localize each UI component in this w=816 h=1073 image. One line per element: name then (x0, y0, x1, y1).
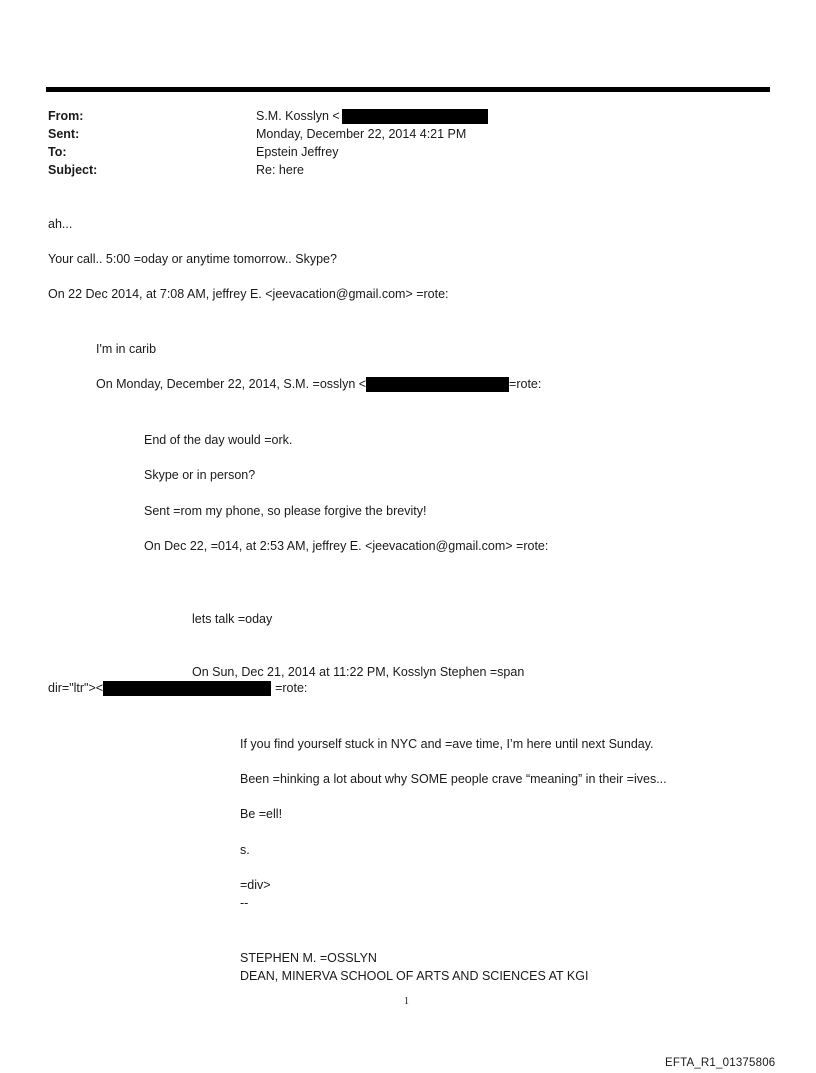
body-line: On 22 Dec 2014, at 7:08 AM, jeffrey E. <jeevacation@gmail.com> =rote: (48, 287, 449, 301)
body-line-part: =rote: (275, 681, 308, 695)
document-id: EFTA_R1_01375806 (665, 1057, 776, 1069)
to-value: Epstein Jeffrey (256, 145, 339, 159)
subject-label: Subject: (48, 163, 98, 177)
page-number: 1 (404, 996, 409, 1007)
sent-value: Monday, December 22, 2014 4:21 PM (256, 127, 467, 141)
redaction-box (103, 681, 271, 696)
from-row (48, 107, 488, 125)
sent-label: Sent: (48, 127, 80, 141)
body-line: s. (240, 843, 250, 857)
signature-title: DEAN, MINERVA SCHOOL OF ARTS AND SCIENCES AT KGI (240, 969, 589, 983)
body-line: ah... (48, 217, 73, 231)
body-line: If you find yourself stuck in NYC and =ave time, I’m here until next Sunday. (240, 737, 654, 751)
body-line: lets talk =oday (192, 612, 273, 626)
to-label: To: (48, 145, 67, 159)
subject-value: Re: here (256, 163, 304, 177)
body-line: -- (240, 896, 249, 910)
email-header (48, 107, 488, 179)
body-line: On Dec 22, =014, at 2:53 AM, jeffrey E. <jeevacation@gmail.com> =rote: (144, 539, 549, 553)
to-row (48, 143, 488, 161)
body-line: Been =hinking a lot about why SOME people crave “meaning” in their =ives... (240, 772, 667, 786)
body-line-part: On Monday, December 22, 2014, S.M. =osslyn < (96, 377, 367, 391)
body-line: Your call.. 5:00 =oday or anytime tomorrow.. Skype? (48, 252, 337, 266)
from-value: S.M. Kosslyn < (256, 109, 340, 123)
header-rule (46, 87, 770, 92)
body-line (96, 376, 541, 392)
body-line: Sent =rom my phone, so please forgive the brevity! (144, 504, 427, 518)
signature-name: STEPHEN M. =OSSLYN (240, 951, 377, 965)
body-line: End of the day would =ork. (144, 433, 293, 447)
redaction-box (342, 109, 488, 124)
sent-row (48, 125, 488, 143)
subject-row (48, 161, 488, 179)
body-line: Be =ell! (240, 807, 283, 821)
body-line-part: dir="ltr">< (48, 681, 104, 695)
body-line: =div> (240, 878, 271, 892)
body-line-part: =rote: (509, 377, 542, 391)
body-line: Skype or in person? (144, 468, 256, 482)
body-line: On Sun, Dec 21, 2014 at 11:22 PM, Kosslyn Stephen =span (192, 665, 525, 679)
body-line (48, 680, 307, 696)
from-label: From: (48, 109, 84, 123)
redaction-box (366, 377, 509, 392)
body-line: I'm in carib (96, 342, 157, 356)
